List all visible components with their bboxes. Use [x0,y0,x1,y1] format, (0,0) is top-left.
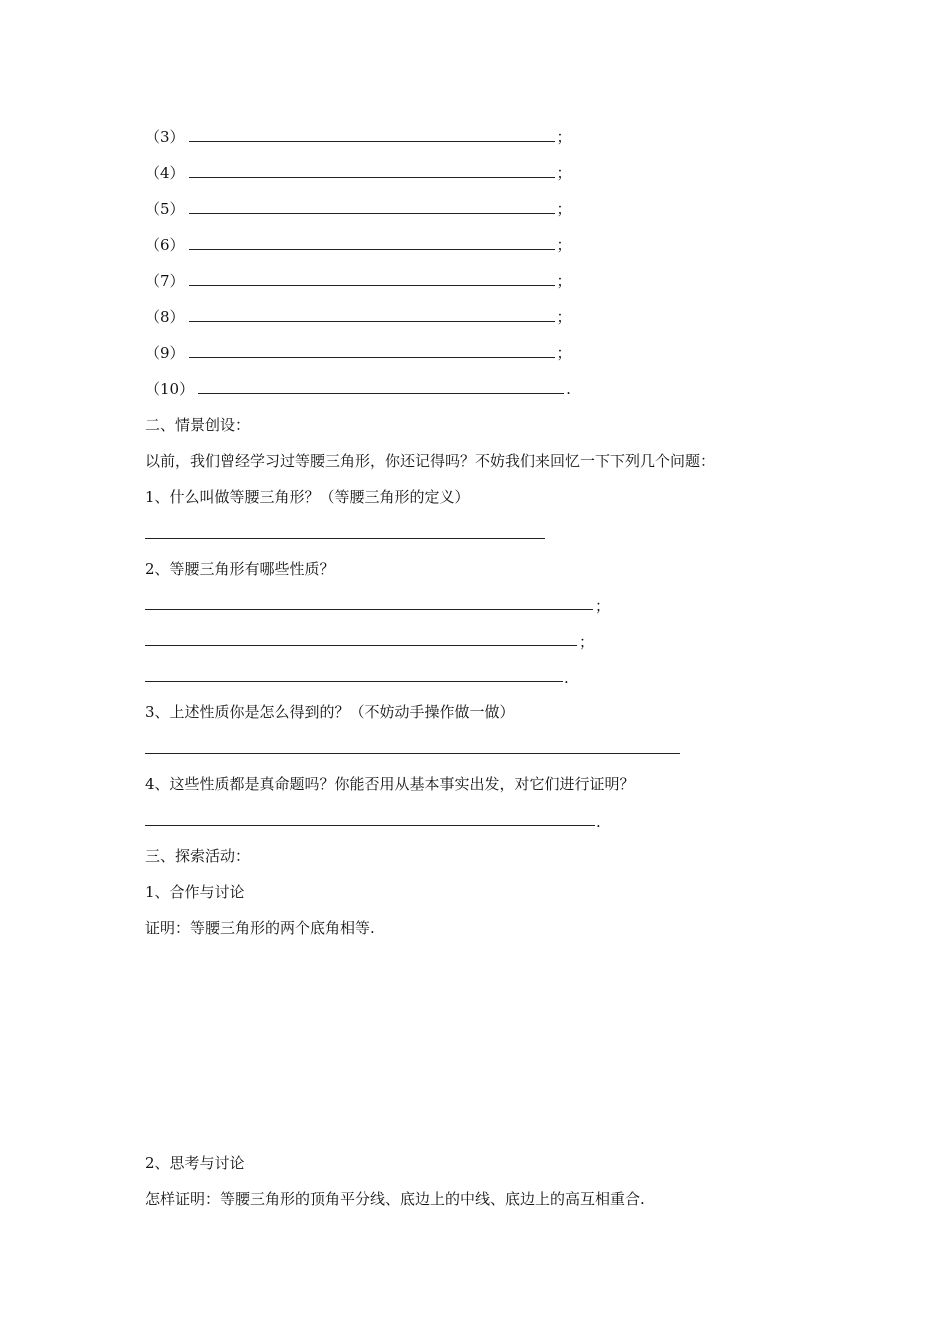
line-end-punct: ； [556,344,572,362]
question-1: 1、什么叫做等腰三角形？（等腰三角形的定义） [145,488,470,506]
section-heading: 三、探索活动： [145,847,251,865]
answer-blank[interactable] [189,128,555,142]
answer-blank[interactable] [189,308,555,322]
line-end-punct: ； [579,633,595,651]
item-number: （9） [145,344,185,362]
blank-line-3 [145,127,572,147]
blank-line-9 [145,343,572,363]
blank-line-4 [145,163,572,183]
line-end-punct: ； [556,308,572,326]
answer-line[interactable] [145,538,545,539]
item-number: （8） [145,308,185,326]
item-number: （10） [145,380,195,398]
line-end-punct: ； [556,164,572,182]
intro-paragraph: 以前，我们曾经学习过等腰三角形，你还记得吗？不妨我们来回忆一下下列几个问题： [145,452,716,470]
answer-line[interactable] [145,681,563,682]
line-end-punct: ； [556,272,572,290]
line-end-punct: ； [556,128,572,146]
answer-line[interactable] [145,825,595,826]
line-end-punct: ； [556,236,572,254]
answer-line[interactable] [145,609,593,610]
answer-line[interactable] [145,753,680,754]
answer-blank[interactable] [189,272,555,286]
line-end-punct: ； [595,597,611,615]
answer-blank[interactable] [198,380,564,394]
blank-line-8 [145,307,572,327]
proof-prompt: 证明：等腰三角形的两个底角相等. [145,919,375,937]
line-end-punct: . [564,669,569,687]
blank-line-7 [145,271,572,291]
subsection-heading: 2、思考与讨论 [145,1154,245,1172]
line-end-punct: ； [556,200,572,218]
blank-line-5 [145,199,572,219]
answer-blank[interactable] [189,236,555,250]
blank-line-10 [145,379,571,399]
blank-line-6 [145,235,572,255]
question-4: 4、这些性质都是真命题吗？你能否用从基本事实出发，对它们进行证明？ [145,775,635,793]
answer-line[interactable] [145,645,577,646]
section-heading: 二、情景创设： [145,416,251,434]
answer-blank[interactable] [189,164,555,178]
item-number: （4） [145,164,185,182]
item-number: （3） [145,128,185,146]
subsection-heading: 1、合作与讨论 [145,883,245,901]
line-end-punct: . [596,813,601,831]
item-number: （6） [145,236,185,254]
item-number: （7） [145,272,185,290]
answer-blank[interactable] [189,200,555,214]
line-end-punct: . [566,380,571,398]
question-2: 2、等腰三角形有哪些性质？ [145,560,335,578]
answer-blank[interactable] [189,344,555,358]
item-number: （5） [145,200,185,218]
proof-prompt: 怎样证明：等腰三角形的顶角平分线、底边上的中线、底边上的高互相重合. [145,1190,645,1208]
question-3: 3、上述性质你是怎么得到的？（不妨动手操作做一做） [145,703,515,721]
